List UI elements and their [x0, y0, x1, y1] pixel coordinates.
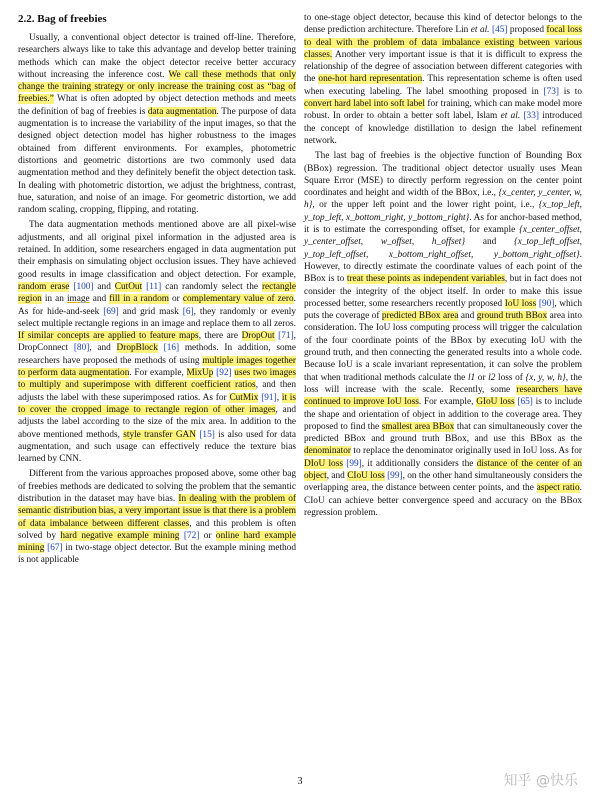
text-segment: . For example, [129, 368, 187, 379]
text-segment: is to include the shape and orientation of object in addition to the coverage area. They proposed to find the [304, 397, 582, 432]
text-segment: , the loss will increase with the scale. Recently, some [304, 372, 582, 395]
highlighted-text: DropBlock [116, 343, 158, 354]
text-segment: can randomly select the [161, 281, 262, 292]
highlighted-text: fill in a random [109, 294, 169, 305]
highlighted-text: IoU loss [504, 298, 537, 309]
citation-link[interactable]: [100] [73, 281, 94, 292]
text-segment: , or the upper left point and the lower right point, i.e., [312, 200, 539, 211]
highlighted-text: treat these points as independent variables [346, 274, 505, 285]
right-paragraphs [304, 12, 582, 519]
text-segment: , it additionally considers the [361, 458, 477, 469]
text-segment: {x_top_left, y_top_left, x_bottom_right, y_bottom_right} [304, 200, 582, 223]
citation-link[interactable]: [11] [146, 281, 162, 292]
citation-link[interactable]: [33] [523, 111, 539, 122]
text-segment: et al. [500, 111, 521, 122]
highlighted-text: focal loss to deal with the problem of data imbalance existing between various classes. [304, 25, 582, 60]
text-segment: et al. [470, 25, 490, 36]
text-segment: , they randomly or evenly select multiple rectangle regions in an image and replace them to all zeros. [18, 306, 296, 329]
highlighted-text: CIoU loss [347, 470, 385, 481]
text-segment: Usually, a conventional object detector is trained off-line. Therefore, researchers always like to take this advantage and develop better training methods which can make the object detector receive better accuracy without increasing the inference cost. [18, 33, 296, 80]
text-segment: {x_center_offset, y_center_offset, w_offset, h_offset} [304, 225, 582, 248]
paragraph-p2 [18, 219, 296, 465]
text-segment: that can simultaneously cover the predicted BBox and ground truth BBox, and use this BBox as the [304, 421, 582, 445]
highlighted-text: If similar concepts are applied to feature maps [18, 331, 199, 342]
citation-link[interactable]: [80] [73, 343, 90, 354]
citation-link[interactable]: [90] [538, 298, 555, 309]
paragraph-p4 [304, 12, 582, 147]
text-segment: for training, which can make model more robust. In order to obtain a better soft label, Islam [304, 99, 583, 122]
highlighted-text: DropOut [241, 331, 275, 342]
citation-link[interactable]: [69] [103, 306, 119, 317]
zhihu-watermark: 知乎 @快乐 [503, 773, 578, 789]
text-segment: to replace the denominator originally used in IoU loss. As for [351, 446, 582, 457]
text-segment: Different from the various approaches proposed above, some other bag of freebies methods are dedicated to solving the problem that the semantic distribution in the dataset may have bias. [18, 469, 296, 504]
paragraph-p1 [18, 32, 296, 216]
citation-link[interactable]: [92] [216, 368, 232, 379]
text-segment: l2 [488, 372, 496, 383]
citation-link[interactable]: [67] [47, 543, 63, 554]
left-paragraphs [18, 32, 296, 567]
citation-link[interactable]: [45] [491, 25, 508, 36]
highlighted-text: uses two images to multiply and superimpose with different coefficient ratios [18, 368, 296, 391]
text-segment: . As for hide-and-seek [18, 294, 296, 317]
text-segment: and grid mask [118, 306, 183, 317]
text-segment: . This representation scheme is often used when executing labeling. The label smoothing proposed in [304, 74, 582, 97]
text-segment: , there are [198, 331, 242, 342]
highlighted-text: complementary value of zero [182, 294, 294, 305]
text-segment: area into consideration. The IoU loss computing process will trigger the calculation of the four coordinate points of the BBox by executing IoU with the ground truth, and then connecting the generated results into a whole code. Because IoU is a scale invariant representation, it can solve the problem that when traditional methods calculate the [304, 311, 582, 383]
text-segment: The data augmentation methods mentioned above are all pixel-wise adjustments, and all original pixel information in the adjusted area is retained. In addition, some researchers engaged in data augmentation put their emphasis on simulating object occlusion issues. They have achieved good results in image classification and object detection. For example, [18, 220, 296, 280]
citation-link[interactable]: [71] [278, 331, 294, 342]
highlighted-text: denominator [304, 446, 351, 457]
highlighted-text: predicted BBox area [381, 311, 459, 322]
page-number: 3 [297, 776, 303, 787]
text-segment: , and adjusts the label according to the size of the mix area. In addition to the above mentioned methods, [18, 404, 296, 440]
highlighted-text: data augmentation [147, 106, 217, 117]
highlighted-text: random erase [18, 281, 70, 292]
text-segment: or [475, 372, 489, 383]
text-segment: , DropConnect [18, 331, 296, 354]
text-segment: , [276, 392, 282, 403]
highlighted-text: MixUp [186, 368, 214, 379]
paragraph-p3 [18, 468, 296, 566]
text-segment: image [66, 294, 90, 305]
text-segment: and [93, 281, 115, 292]
text-segment: is to [559, 86, 582, 97]
text-segment: , and this problem is often solved by [18, 518, 296, 541]
citation-link[interactable]: [16] [163, 343, 180, 354]
text-segment: . The purpose of data augmentation is to increase the variability of the input images, so that the designed object detection model has higher robustness to the images obtained from different environments. For examples, photometric distortions and geometric distortions are two commonly used data augmentation method and they definitely benefit the object detection task. In dealing with photometric distortion, we adjust the brightness, contrast, hue, saturation, and noise of an image. For geometric distortion, we add random scaling, cropping, flipping, and rotating. [18, 106, 296, 216]
text-segment: , on the other hand simultaneously considers the overlapping area, the distance between center points, and the [304, 470, 583, 494]
text-segment: loss of [495, 372, 526, 383]
right-column [304, 12, 582, 522]
text-segment: . However, to directly estimate the coordinate values of each point of the BBox is to [304, 249, 582, 285]
citation-link[interactable]: [99] [346, 458, 362, 469]
highlighted-text: one-hot hard representation [318, 74, 423, 85]
highlighted-text: aspect ratio [536, 483, 580, 494]
highlighted-text: GIoU loss [476, 397, 515, 408]
paragraph-p5 [304, 150, 582, 519]
highlighted-text: online hard example mining [18, 530, 296, 554]
text-segment: proposed [507, 25, 547, 36]
highlighted-text: In dealing with the problem of semantic distribution bias, a very important issue is that there is a problem of data imbalance between different classes [18, 493, 297, 529]
text-segment: , which puts the coverage of [304, 298, 582, 322]
highlighted-text: convert hard label into soft label [304, 99, 425, 110]
text-segment: Another very important issue is that it is difficult to express the relationship of the degree of association between different categories with the [304, 49, 582, 85]
highlighted-text: ground truth BBox [476, 311, 548, 322]
citation-link[interactable]: [72] [183, 530, 200, 541]
highlighted-text: distance of the center of an object [304, 458, 582, 481]
text-segment: introduced the concept of knowledge distillation to design the label refinement network. [304, 111, 583, 146]
section-heading: 2.2. Bag of freebies [18, 13, 107, 25]
text-segment: . As for anchor-based method, it is to estimate the corresponding offset, for example [304, 212, 582, 236]
text-segment: , and then adjusts the label with these superimposed ratios. As for [18, 380, 296, 403]
text-segment: and [465, 237, 514, 248]
highlighted-text: smallest area BBox [381, 421, 455, 432]
text-segment: and [89, 294, 110, 305]
highlighted-text: rectangle region [18, 281, 297, 305]
highlighted-text: multiple images together to perform data augmentation [18, 355, 296, 379]
highlighted-text: DIoU loss [304, 458, 343, 469]
text-segment: to one-stage object detector, because this kind of detector belongs to the dense prediction architecture. Therefore Lin [304, 13, 582, 36]
text-segment: {x_top_left_offset, y_top_left_offset, x_bottom_right_offset, y_bottom_right_offset} [304, 237, 582, 260]
citation-link[interactable]: [65] [517, 397, 533, 408]
text-segment: or [168, 294, 183, 305]
citation-link[interactable]: [91] [261, 392, 277, 403]
text-segment: {x_center, y_center, w, h} [304, 188, 582, 211]
citation-link[interactable]: [99] [387, 470, 403, 481]
text-segment: What is often adopted by object detection methods and meets the definition of bag of freebies is [18, 94, 296, 117]
citation-link[interactable]: [73] [543, 86, 560, 97]
citation-link[interactable]: [15] [199, 429, 215, 440]
highlighted-text: researchers have continued to improve IoU loss [304, 384, 582, 408]
text-segment: , and [326, 470, 348, 481]
text-segment: . CIoU can achieve better convergence speed and accuracy on the BBox regression problem. [304, 483, 582, 518]
text-segment: The last bag of freebies is the objective function of Bounding Box (BBox) regression. The traditional object detector usually uses Mean Square Error (MSE) to directly perform regression on the center point coordinates and height and width of the BBox, i.e., [304, 151, 582, 199]
left-column [18, 12, 296, 570]
text-segment: and [458, 311, 477, 322]
text-segment: in two-stage object detector. But the example mining method is not applicable [18, 543, 296, 566]
highlighted-text: it is to cover the cropped image to rectangle region of other images [18, 392, 297, 415]
text-segment: , and [89, 343, 117, 354]
highlighted-text: CutMix [229, 392, 259, 403]
text-segment: {x, y, w, h} [525, 372, 566, 383]
text-segment: or [199, 530, 216, 541]
text-segment: . For example, [418, 397, 477, 408]
highlighted-text: CutOut [114, 281, 143, 292]
text-segment: l1 [467, 372, 476, 383]
highlighted-text: We call these methods that only change the training strategy or only increase the training cost as “bag of freebies.” [18, 69, 296, 105]
text-segment: , but in fact does not consider the integrity of the object itself. In order to make this issue processed better, some researchers recently proposed [304, 274, 582, 309]
text-segment: in an [41, 294, 67, 305]
text-segment: methods. In addition, some researchers have proposed the methods of using [18, 343, 296, 366]
highlighted-text: style transfer GAN [123, 429, 196, 440]
text-segment: is also used for data augmentation, and such usage can effectively reduce the texture bias learned by CNN. [18, 429, 296, 465]
highlighted-text: hard negative example mining [60, 530, 180, 541]
citation-link[interactable]: [6] [182, 306, 194, 317]
